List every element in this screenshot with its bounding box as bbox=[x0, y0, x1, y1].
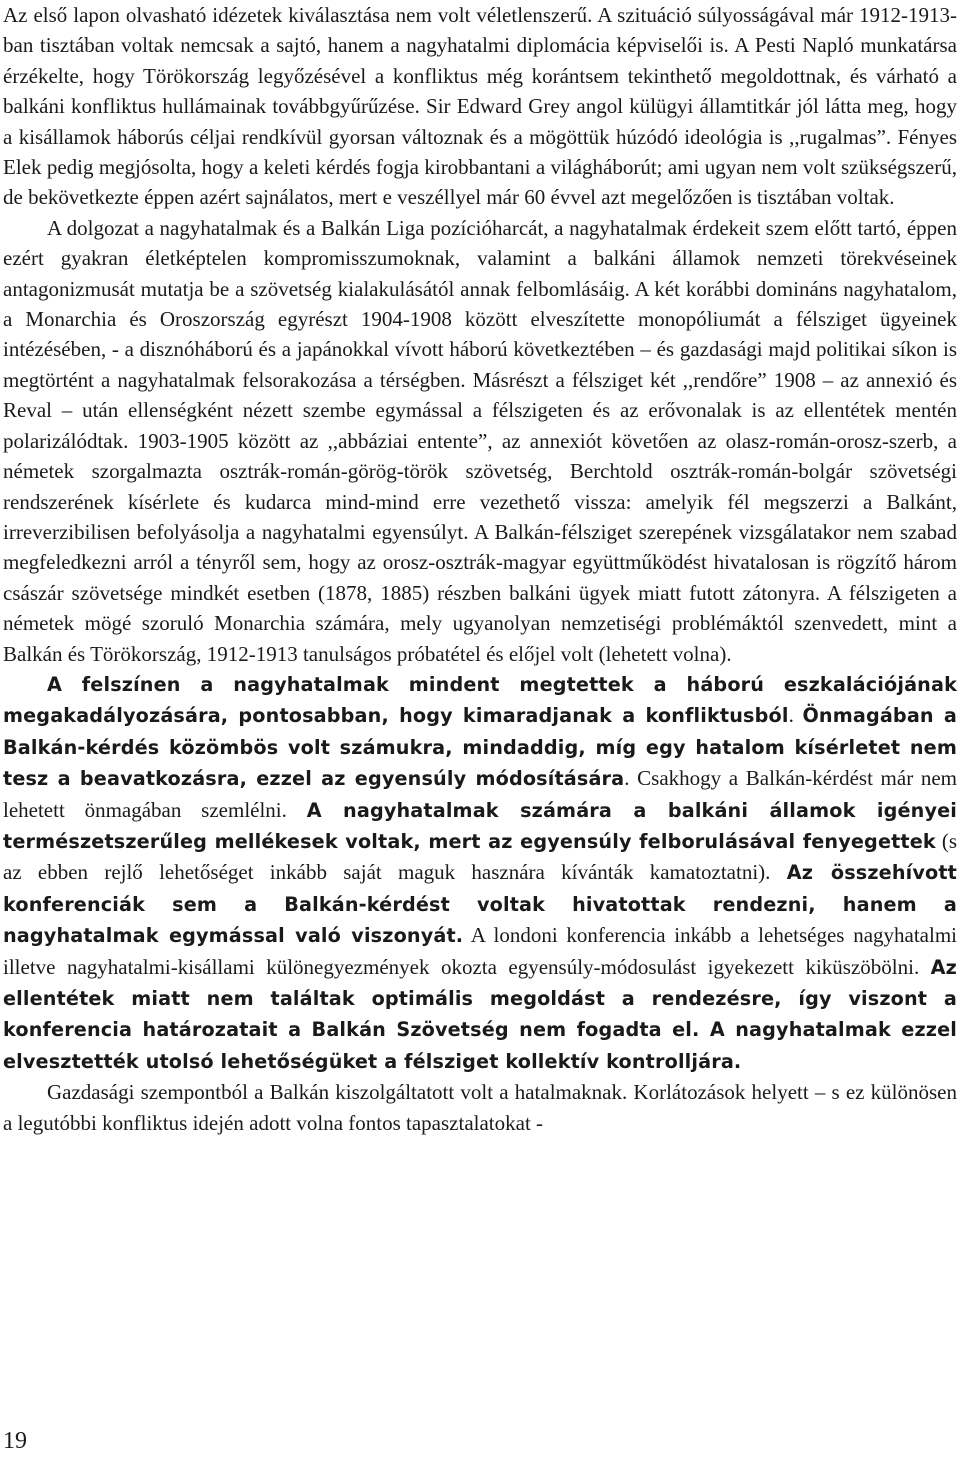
page-number: 19 bbox=[3, 1428, 27, 1454]
text-segment: . bbox=[788, 703, 803, 728]
paragraph-4 bbox=[3, 1077, 957, 1138]
bold-segment: A felszínen a nagyhatalmak mindent megtettek a háború eszkalációjának megakadályozására, pontosabban, hogy kimaradjanak a konfliktusból bbox=[3, 672, 957, 728]
document-page bbox=[3, 0, 957, 1138]
paragraph-2-text: A dolgozat a nagyhatalmak és a Balkán Liga pozícióharcát, a nagyhatalmak érdekeit szem előtt tartó, éppen ezért gyakran életképtelen kompromisszumoknak, valamint a balkáni államok nemzeti törekvéseinek antagonizmusát mutatja be a szövetség kialakulásától annak felbomlásáig. A két korábbi domináns nagyhatalom, a Monarchia és Oroszország egyrészt 1904-1908 között elveszítette monopóliumát a félsziget ügyeinek intézésében, - a disznóháború és a japánokkal vívott háború következtében – és gazdasági majd politikai síkon is megtörtént a nagyhatalmak felsorakozása a térségben. Másrészt a félsziget két ,,rendőre” 1908 – az annexió és Reval – után ellenségként nézett szembe egymással a félszigeten és az erővonalak is az ellentétek mentén polarizálódtak. 1903-1905 között az ,,abbáziai entente”, az annexiót követően az olasz-román-orosz-szerb, a németek szorgalmazta osztrák-román-görög-török szövetség, Berchtold osztrák-román-bolgár szövetségi rendszerének kísérlete és kudarca mind-mind erre vezethető vissza: amelyik fél megszerzi a Balkánt, irreverzibilisen befolyásolja a nagyhatalmi egyensúlyt. A Balkán-félsziget szerepének vizsgálatakor nem szabad megfeledkezni arról a tényről sem, hogy az orosz-osztrák-magyar együttműködést hivatalosan is rögzítő három császár szövetsége mindkét esetben (1878, 1885) részben balkáni ügyek miatt futott zátonyra. A félszigeten a németek mögé szoruló Monarchia számára, mely ugyanolyan nemzetiségi problémáktól szenvedett, mint a Balkán és Törökország, 1912-1913 tanulságos próbatétel és előjel volt (lehetett volna). bbox=[3, 215, 957, 666]
text-segment: A londoni konferencia inkább a lehetséges nagyhatalmi illetve nagyhatalmi-kisállami különegyezmények okozta egyensúly-módosulást igyekezett kiküszöbölni. bbox=[3, 923, 957, 979]
paragraph-2 bbox=[3, 213, 957, 669]
paragraph-1 bbox=[3, 0, 957, 213]
paragraph-1-text: Az első lapon olvasható idézetek kiválasztása nem volt véletlenszerű. A szituáció súlyosságával már 1912-1913-ban tisztában voltak nemcsak a sajtó, hanem a nagyhatalmi diplomácia képviselői is. A Pesti Napló munkatársa érzékelte, hogy Törökország legyőzésével a konfliktus még korántsem tekinthető megoldottnak, és várható a balkáni konfliktus hullámainak továbbgyűrűzése. Sir Edward Grey angol külügyi államtitkár jól látta meg, hogy a kisállamok háborús céljai rendkívül gyorsan változnak és a mögöttük húzódó ideológia is ,,rugalmas”. Fényes Elek pedig megjósolta, hogy a keleti kérdés fogja kirobbantani a világháborút; ami ugyan nem volt szükségszerű, de bekövetkezte éppen azért sajnálatos, mert e veszéllyel már 60 évvel azt megelőzően is tisztában voltak. bbox=[3, 3, 957, 210]
paragraph-3 bbox=[3, 669, 957, 1077]
bold-segment: Az összehívott konferenciák sem a Balkán-kérdést voltak hivatottak rendezni, hanem a nagyhatalmak egymással való viszonyát. bbox=[3, 861, 957, 948]
bold-segment: Önmagában a Balkán-kérdés közömbös volt számukra, mindaddig, míg egy hatalom kísérletet nem tesz a beavatkozásra, ezzel az egyensúly módosítására bbox=[3, 704, 958, 791]
bold-segment: Az ellentétek miatt nem találtak optimális megoldást a rendezésre, így viszont a konferencia határozatait a Balkán Szövetség nem fogadta el. A nagyhatalmak ezzel elvesztették utolsó lehetőségüket a félsziget kollektív kontrolljára. bbox=[3, 955, 957, 1073]
bold-segment: A nagyhatalmak számára a balkáni államok igényei természetszerűleg mellékesek voltak, mert az egyensúly felborulásával fenyegettek bbox=[3, 798, 957, 853]
text-segment: (s az ebben rejlő lehetőséget inkább saját maguk hasznára kívánták kamatoztatni). bbox=[3, 828, 957, 885]
text-segment: . Csakhogy a Balkán-kérdést már nem lehetett önmagában szemlélni. bbox=[3, 766, 957, 822]
paragraph-4-text: Gazdasági szempontból a Balkán kiszolgáltatott volt a hatalmaknak. Korlátozások helyett – s ez különösen a legutóbbi konfliktus idején adott volna fontos tapasztalatokat - bbox=[3, 1080, 957, 1135]
